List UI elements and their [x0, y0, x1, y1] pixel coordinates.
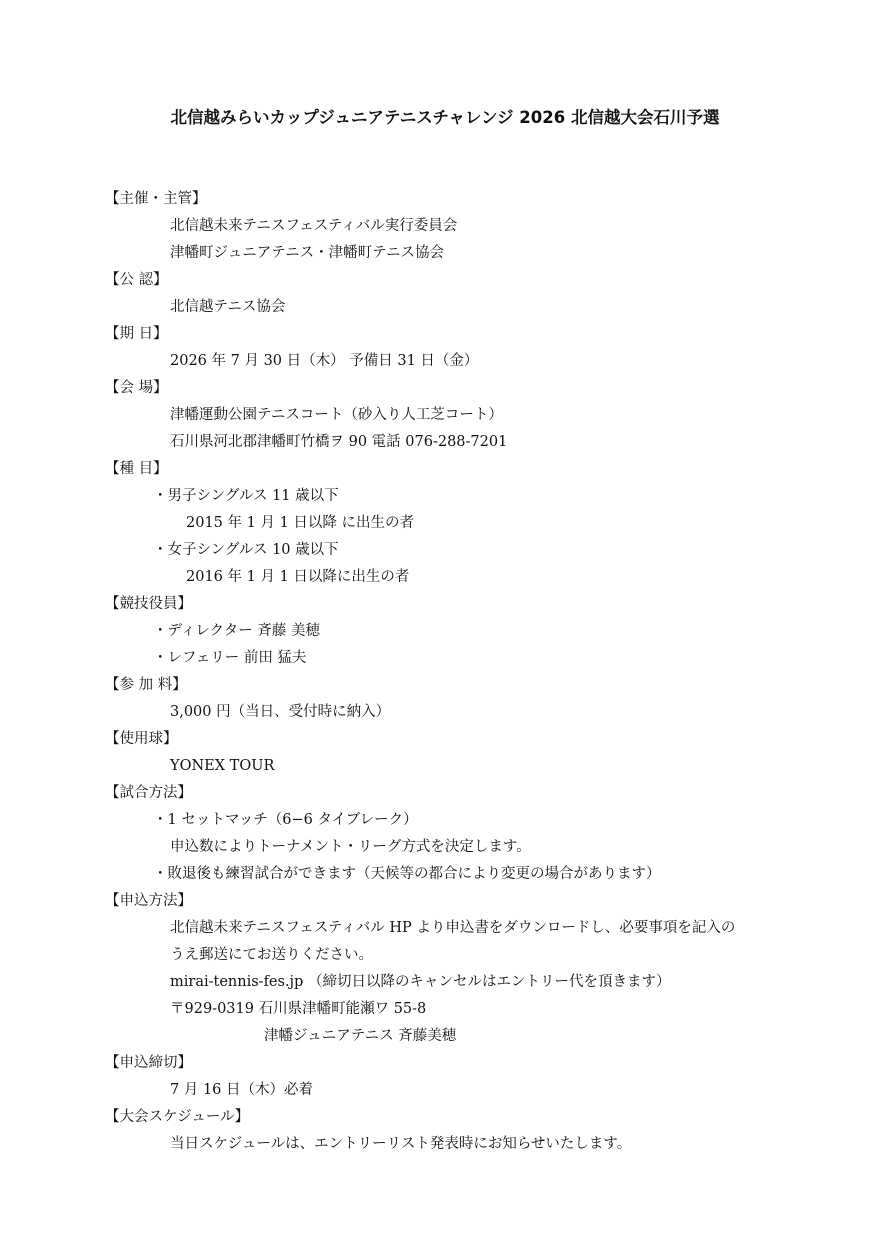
section-heading-approval: 【公 認】: [105, 272, 168, 288]
date-line: 2026 年 7 月 30 日（木） 予備日 31 日（金）: [170, 353, 479, 369]
application-address-line: 〒929-0319 石川県津幡町能瀬ワ 55-8: [170, 1001, 427, 1017]
document-title: 北信越みらいカップジュニアテニスチャレンジ 2026 北信越大会石川予選: [170, 108, 720, 127]
section-heading-fee: 【参 加 料】: [105, 677, 187, 693]
event-item-label: ・女子シングルス 10 歳以下: [153, 542, 339, 558]
section-heading-organizer: 【主催・主管】: [105, 191, 207, 207]
fee-line: 3,000 円（当日、受付時に納入）: [170, 704, 391, 720]
event-item-detail: 2016 年 1 月 1 日以降に出生の者: [186, 569, 410, 585]
section-heading-date: 【期 日】: [105, 326, 168, 342]
event-item-label: ・男子シングルス 11 歳以下: [153, 488, 339, 504]
section-heading-ball: 【使用球】: [105, 731, 178, 747]
section-heading-venue: 【会 場】: [105, 380, 168, 396]
organizer-line: 津幡町ジュニアテニス・津幡町テニス協会: [170, 245, 445, 261]
application-line: mirai-tennis-fes.jp （締切日以降のキャンセルはエントリー代を頂きます）: [170, 974, 671, 990]
section-heading-schedule: 【大会スケジュール】: [105, 1109, 250, 1125]
venue-line: 津幡運動公園テニスコート（砂入り人工芝コート）: [170, 407, 503, 423]
official-line: ・レフェリー 前田 猛夫: [153, 650, 307, 666]
ball-line: YONEX TOUR: [170, 758, 275, 774]
application-line: 北信越未来テニスフェスティバル HP より申込書をダウンロードし、必要事項を記入の: [170, 920, 736, 936]
section-heading-events: 【種 目】: [105, 461, 168, 477]
format-line: ・1 セットマッチ（6−6 タイブレーク）: [153, 812, 418, 828]
official-line: ・ディレクター 斉藤 美穂: [153, 623, 320, 639]
schedule-line: 当日スケジュールは、エントリーリスト発表時にお知らせいたします。: [170, 1136, 632, 1152]
section-heading-application: 【申込方法】: [105, 893, 192, 909]
application-address-line: 津幡ジュニアテニス 斉藤美穂: [264, 1028, 457, 1044]
venue-line: 石川県河北郡津幡町竹橋ヲ 90 電話 076-288-7201: [170, 434, 508, 450]
event-item-detail: 2015 年 1 月 1 日以降 に出生の者: [186, 515, 415, 531]
section-heading-officials: 【競技役員】: [105, 596, 192, 612]
approval-line: 北信越テニス協会: [170, 299, 286, 315]
section-heading-format: 【試合方法】: [105, 785, 192, 801]
application-line: うえ郵送にてお送りください。: [170, 947, 373, 963]
format-line: ・敗退後も練習試合ができます（天候等の都合により変更の場合があります）: [153, 866, 661, 882]
section-heading-deadline: 【申込締切】: [105, 1055, 192, 1071]
organizer-line: 北信越未来テニスフェスティバル実行委員会: [170, 218, 458, 234]
format-line: 申込数によりトーナメント・リーグ方式を決定します。: [170, 839, 531, 855]
deadline-line: 7 月 16 日（木）必着: [170, 1082, 314, 1098]
